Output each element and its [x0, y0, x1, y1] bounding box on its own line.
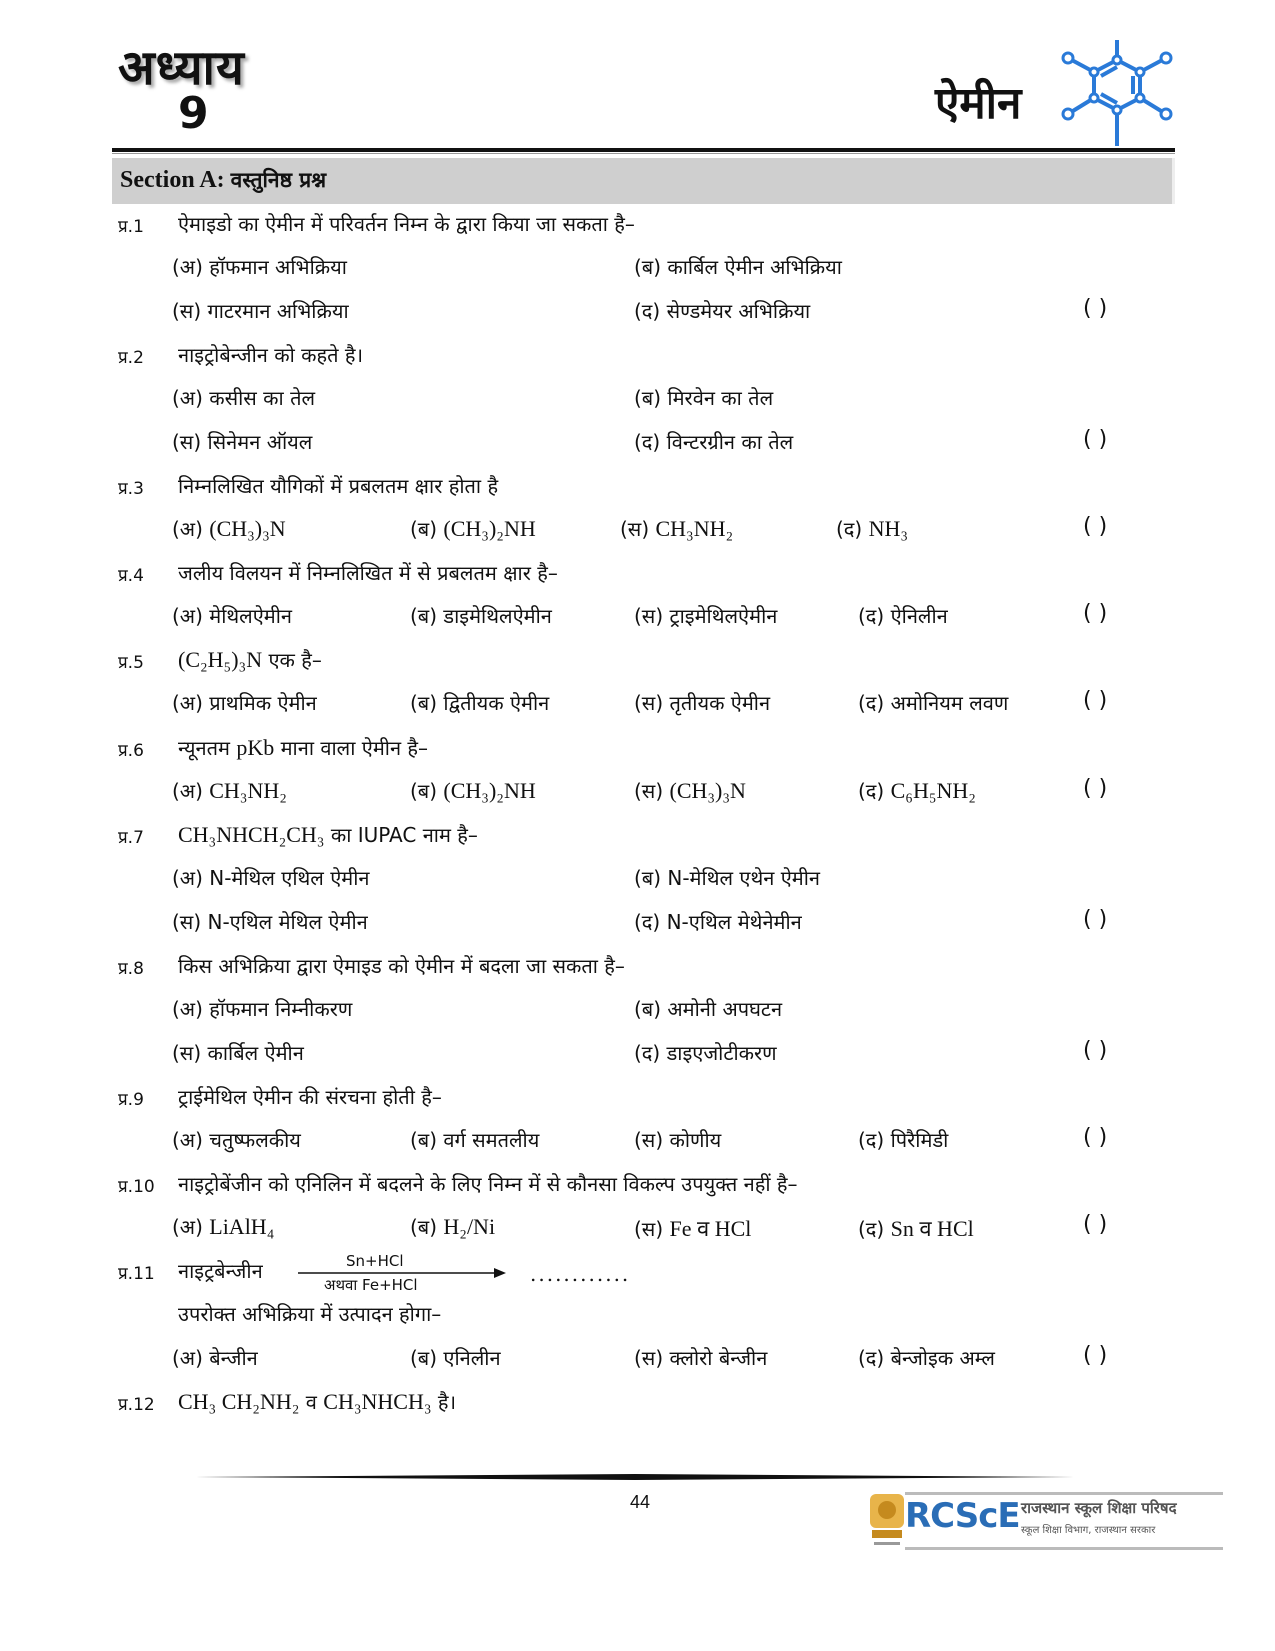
option-c — [620, 515, 733, 542]
option-b: (ब) अमोनी अपघटन — [634, 997, 783, 1021]
option-a: (अ) चतुष्फलकीय — [172, 1128, 301, 1152]
option-d: (द) बेन्जोइक अम्ल — [858, 1346, 995, 1370]
chapter-number: 9 — [178, 88, 209, 139]
option-label: (द) — [836, 517, 863, 541]
question-number: प्र.11 — [118, 1264, 155, 1284]
option-b — [410, 515, 536, 542]
header-rule — [112, 148, 1175, 152]
option-d: (द) विन्टरग्रीन का तेल — [634, 430, 794, 454]
benzene-molecule-icon — [1052, 36, 1182, 152]
question-text: ऐमाइडो का ऐमीन में परिवर्तन निम्न के द्वारा किया जा सकता है– — [178, 212, 635, 236]
chapter-title: ऐमीन — [935, 78, 1022, 129]
option-label: (स) — [634, 1217, 664, 1241]
option-b: (ब) कार्बिल ऐमीन अभिक्रिया — [634, 255, 842, 279]
formula: (CH₃)₂NH — [443, 778, 536, 803]
section-prefix: Section A: — [120, 167, 225, 193]
formula: C₆H₅NH₂ — [890, 778, 976, 803]
answer-blank: ( ) — [1083, 427, 1108, 452]
option-c: (स) कोणीय — [634, 1128, 722, 1152]
formula: NH₃ — [868, 516, 909, 541]
question-number: प्र.6 — [118, 741, 144, 761]
answer-blank: ( ) — [1083, 776, 1108, 801]
formula: CH₃NHCH₃ — [323, 1389, 432, 1414]
option-label: (अ) — [172, 1215, 203, 1239]
option-c — [634, 777, 746, 804]
option-a: (अ) प्राथमिक ऐमीन — [172, 691, 317, 715]
question-text-head: न्यूनतम — [178, 736, 230, 760]
question-number: प्र.4 — [118, 566, 144, 586]
question-text: नाइट्रोबेंजीन को एनिलिन में बदलने के लिए निम्न में से कौनसा विकल्प उपयुक्त नहीं है– — [178, 1172, 798, 1196]
option-c: (स) तृतीयक ऐमीन — [634, 691, 771, 715]
question-text: निम्नलिखित यौगिकों में प्रबलतम क्षार होता है — [178, 474, 499, 498]
question-text: जलीय विलयन में निम्नलिखित में से प्रबलतम क्षार है– — [178, 561, 558, 585]
formula: CH₃ CH₂NH₂ — [178, 1389, 300, 1414]
formula: (CH₃)₃N — [209, 516, 286, 541]
option-b: (ब) मिरवेन का तेल — [634, 386, 774, 410]
question-text-tail: का IUPAC नाम है– — [330, 823, 478, 847]
question-number: प्र.1 — [118, 217, 144, 237]
header-rule-thin — [112, 153, 1175, 154]
option-label: (स) — [620, 517, 650, 541]
formula: (C₂H₅)₃N — [178, 647, 263, 672]
question-text — [178, 646, 322, 673]
option-d: (द) पिरैमिडी — [858, 1128, 949, 1152]
question-text: ट्राईमेथिल ऐमीन की संरचना होती है– — [178, 1085, 442, 1109]
question-text — [178, 821, 478, 848]
option-c: (स) N-एथिल मेथिल ऐमीन — [172, 910, 368, 934]
option-c: (स) गाटरमान अभिक्रिया — [172, 299, 349, 323]
option-c: (स) क्लोरो बेन्जीन — [634, 1346, 768, 1370]
question-text: नाइट्रोबेन्जीन को कहते है। — [178, 343, 364, 367]
option-a: (अ) हॉफमान निम्नीकरण — [172, 997, 353, 1021]
option-label: (अ) — [172, 517, 203, 541]
question-text — [178, 1388, 456, 1415]
formula: (CH₃)₃N — [669, 778, 746, 803]
option-label: (स) — [634, 779, 664, 803]
question-text: किस अभिक्रिया द्वारा ऐमाइड को ऐमीन में बदला जा सकता है– — [178, 954, 625, 978]
formula: LiAlH₄ — [209, 1214, 275, 1239]
formula: CH₃NHCH₂CH₃ — [178, 822, 325, 847]
option-d: (द) डाइएजोटीकरण — [634, 1041, 777, 1065]
question-number: प्र.10 — [118, 1177, 155, 1197]
question-number: प्र.3 — [118, 479, 144, 499]
option-d — [858, 777, 976, 804]
question-number: प्र.5 — [118, 653, 144, 673]
option-a: (अ) बेन्जीन — [172, 1346, 258, 1370]
answer-blank: ( ) — [1083, 688, 1108, 713]
page-number: 44 — [630, 1492, 651, 1512]
question-number: प्र.7 — [118, 828, 144, 848]
question-text-mid: व — [305, 1390, 317, 1414]
answer-blank: ( ) — [1083, 1125, 1108, 1150]
blank-dots: ............ — [530, 1262, 631, 1286]
option-b — [410, 777, 536, 804]
question-number: प्र.12 — [118, 1395, 155, 1415]
org-name: राजस्थान स्कूल शिक्षा परिषद — [1021, 1499, 1177, 1517]
question-text-tail: माना वाला ऐमीन है– — [280, 736, 429, 760]
formula: (CH₃)₂NH — [443, 516, 536, 541]
option-b: (ब) वर्ग समतलीय — [410, 1128, 540, 1152]
option-d — [836, 515, 908, 542]
reaction-arrow — [298, 1252, 508, 1294]
formula: CH₃NH₂ — [655, 516, 734, 541]
option-d — [858, 1213, 974, 1243]
answer-blank: ( ) — [1083, 601, 1108, 626]
formula: H₂/Ni — [443, 1214, 496, 1239]
formula: Sn व HCl — [890, 1216, 974, 1241]
answer-blank: ( ) — [1083, 907, 1108, 932]
formula: Fe व HCl — [669, 1216, 752, 1241]
option-a — [172, 515, 286, 542]
option-label: (अ) — [172, 779, 203, 803]
question-text-tail: एक है– — [268, 648, 322, 672]
option-b: (ब) एनिलीन — [410, 1346, 501, 1370]
option-d: (द) N-एथिल मेथेनेमीन — [634, 910, 802, 934]
option-b — [410, 1213, 495, 1240]
option-b: (ब) डाइमेथिलऐमीन — [410, 604, 552, 628]
state-emblem-icon — [864, 1488, 910, 1552]
option-label: (द) — [858, 1217, 885, 1241]
answer-blank: ( ) — [1083, 1038, 1108, 1063]
reaction-reagent-bottom: अथवा Fe+HCl — [324, 1276, 418, 1294]
option-c — [634, 1213, 751, 1243]
question-text: नाइट्रबेन्जीन — [178, 1259, 263, 1283]
answer-blank: ( ) — [1083, 514, 1108, 539]
question-text — [178, 734, 428, 761]
question-number: प्र.2 — [118, 348, 144, 368]
answer-blank: ( ) — [1083, 1343, 1108, 1368]
option-d: (द) अमोनियम लवण — [858, 691, 1009, 715]
answer-blank: ( ) — [1083, 1212, 1108, 1237]
option-a — [172, 1213, 274, 1240]
section-heading — [112, 158, 1175, 204]
footer-rule — [195, 1474, 1075, 1480]
chapter-label: अध्याय — [118, 40, 245, 96]
option-d: (द) ऐनिलीन — [858, 604, 948, 628]
option-a: (अ) हॉफमान अभिक्रिया — [172, 255, 347, 279]
formula: pKb — [236, 735, 275, 760]
option-a: (अ) कसीस का तेल — [172, 386, 316, 410]
option-label: (ब) — [410, 1215, 438, 1239]
option-a: (अ) मेथिलऐमीन — [172, 604, 293, 628]
question-text-tail: है। — [437, 1390, 457, 1414]
option-b: (ब) N-मेथिल एथेन ऐमीन — [634, 866, 820, 890]
option-label: (ब) — [410, 779, 438, 803]
option-a — [172, 777, 287, 804]
option-label: (द) — [858, 779, 885, 803]
question-number: प्र.8 — [118, 959, 144, 979]
org-subtitle: स्कूल शिक्षा विभाग, राजस्थान सरकार — [1021, 1525, 1156, 1536]
rcsce-logo-text: RCScE — [905, 1496, 1020, 1536]
option-c: (स) कार्बिल ऐमीन — [172, 1041, 304, 1065]
section-title: वस्तुनिष्ठ प्रश्न — [230, 168, 327, 192]
option-d: (द) सेण्डमेयर अभिक्रिया — [634, 299, 811, 323]
option-c: (स) ट्राइमेथिलऐमीन — [634, 604, 778, 628]
reaction-reagent-top: Sn+HCl — [346, 1252, 404, 1270]
option-c: (स) सिनेमन ऑयल — [172, 430, 313, 454]
question-number: प्र.9 — [118, 1090, 144, 1110]
question-text-line2: उपरोक्त अभिक्रिया में उत्पादन होगा– — [178, 1302, 442, 1326]
formula: CH₃NH₂ — [209, 778, 287, 803]
option-a: (अ) N-मेथिल एथिल ऐमीन — [172, 866, 370, 890]
answer-blank: ( ) — [1083, 296, 1108, 321]
option-label: (ब) — [410, 517, 438, 541]
option-b: (ब) द्वितीयक ऐमीन — [410, 691, 550, 715]
